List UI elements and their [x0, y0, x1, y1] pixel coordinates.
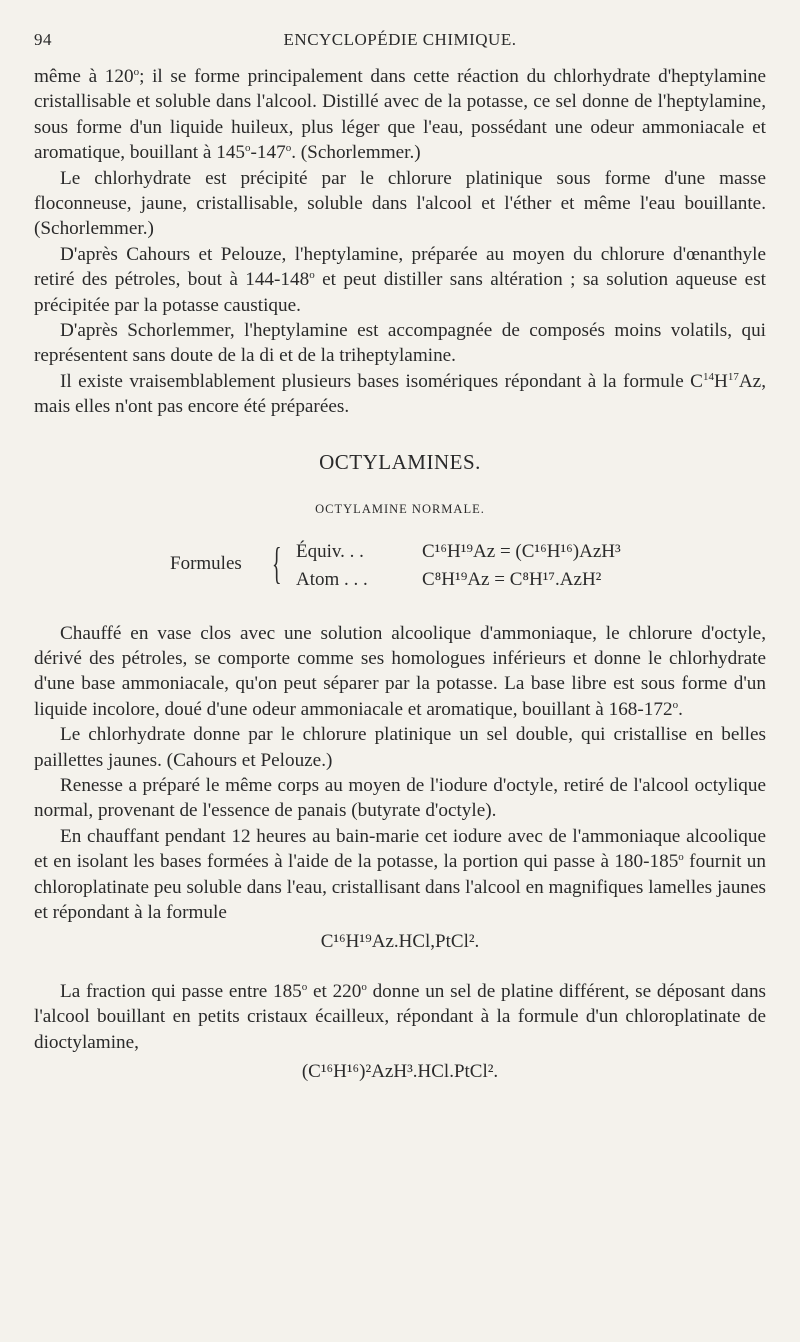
- formula-row-atom: Atom . . . C⁸H¹⁹Az = C⁸H¹⁷.AzH²: [296, 568, 602, 590]
- subsection-title: OCTYLAMINE NORMALE.: [315, 502, 485, 517]
- brace-icon: {: [272, 538, 282, 588]
- running-title: ENCYCLOPÉDIE CHIMIQUE.: [283, 30, 517, 49]
- paragraph: Le chlorhydrate donne par le chlorure platinique un sel double, qui cristallise en belles paillettes jaunes. (Cahours et Pelouze.): [34, 724, 766, 771]
- paragraph: D'après Cahours et Pelouze, l'heptylamine, préparée au moyen du chlorure d'œnanthyle retiré des pétroles, bout à 144-148$^o$ et peut distiller sans altération ; sa solution aqueuse est précipitée par la potasse caustique.: [34, 243, 766, 316]
- section-title: OCTYLAMINES.: [319, 449, 481, 474]
- paragraph: La fraction qui passe entre 185$^o$ et 220$^o$ donne un sel de platine différent, se déposant dans l'alcool bouillant en petits cristaux écailleux, répondant à la formule d'un chloroplatinate de dioctylamine,: [34, 980, 767, 1053]
- formula-block: [34, 535, 766, 599]
- paragraph: Le chlorhydrate est précipité par le chlorure platinique sous forme d'une masse floconneuse, jaune, cristallisable, soluble dans l'alcool et l'éther et même l'eau bouillante. (Schorlemmer.): [34, 167, 766, 240]
- paragraph: Il existe vraisemblablement plusieurs bases isomériques répondant à la formule $C^{14}H^{17}Az$, mais elles n'ont pas encore été préparées.: [34, 370, 766, 418]
- page-header: [34, 30, 766, 54]
- page-body: [34, 64, 766, 1108]
- paragraph: Renesse a préparé le même corps au moyen de l'iodure d'octyle, retiré de l'alcool octylique normal, provenant de l'essence de panais (butyrate d'octyle).: [34, 774, 766, 822]
- page-number: 94: [34, 30, 52, 49]
- paragraph: D'après Schorlemmer, l'heptylamine est accompagnée de composés moins volatils, qui représentent sans doute de la di et de la triheptylamine.: [34, 320, 766, 367]
- paragraph: En chauffant pendant 12 heures au bain-marie cet iodure avec de l'ammoniaque alcoolique et en isolant les bases formées à l'aide de la potasse, la portion qui passe à 180-185$^o$ fournit un chloroplatinate peu soluble dans l'eau, cristallisant dans l'alcool en magnifiques lamelles jaunes et répondant à la formule: [34, 825, 766, 923]
- formula-dioctylamine: (C¹⁶H¹⁶)²AzH³.HCl.PtCl².: [301, 1061, 499, 1082]
- formula-row-equiv: Équiv. . . C¹⁶H¹⁹Az = (C¹⁶H¹⁶)AzH³: [296, 540, 621, 562]
- formula-chloroplatinate: C¹⁶H¹⁹Az.HCl,PtCl².: [320, 931, 480, 953]
- paragraph: même à 120$^o$; il se forme principalement dans cette réaction du chlorhydrate d'heptylamine cristallisable et soluble dans l'alcool. Distillé avec de la potasse, ce sel donne de l'heptylamine, sous forme d'un liquide huileux, plus léger que l'eau, possédant une odeur ammoniacale et aromatique, bouillant à 145$^o$-147$^o$. (Schorlemmer.): [34, 66, 767, 164]
- paragraph: Chauffé en vase clos avec une solution alcoolique d'ammoniaque, le chlorure d'octyle, dérivé des pétroles, se comporte comme ses homologues inférieurs et donne le chlorhydrate d'une base ammoniacale, qu'on peut séparer par la potasse. La base libre est sous forme d'un liquide incolore, doué d'une odeur ammoniacale et aromatique, bouillant à 168-172$^o$.: [34, 622, 766, 720]
- formula-label: Formules: [170, 552, 242, 574]
